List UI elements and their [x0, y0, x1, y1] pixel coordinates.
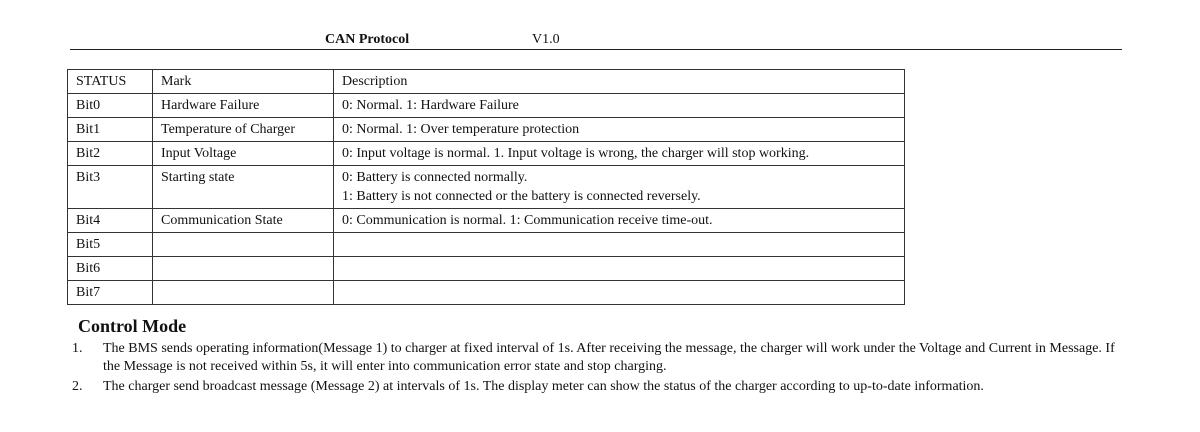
status-cell: Bit7 — [68, 281, 153, 305]
status-cell: Bit2 — [68, 142, 153, 166]
mark-cell: Temperature of Charger — [153, 118, 334, 142]
status-cell: Bit0 — [68, 94, 153, 118]
description-cell — [334, 281, 905, 305]
list-item — [70, 340, 1130, 376]
column-header-mark: Mark — [153, 70, 334, 94]
description-line: 1: Battery is not connected or the battery is connected reversely. — [342, 189, 701, 204]
table-row — [68, 118, 905, 142]
table-row — [68, 233, 905, 257]
list-item-number: 1. — [72, 341, 83, 356]
status-bit-table — [67, 69, 905, 305]
status-cell: Bit1 — [68, 118, 153, 142]
table-row — [68, 281, 905, 305]
table-row — [68, 94, 905, 118]
mark-cell: Input Voltage — [153, 142, 334, 166]
description-cell: 0: Normal. 1: Over temperature protection — [334, 118, 905, 142]
list-item-text: The BMS sends operating information(Message 1) to charger at fixed interval of 1s. After receiving the message, the charger will work under the Voltage and Current in Message. If the Message is not received within 5s, it will enter into communication error state and stop charging. — [103, 341, 1115, 374]
section-heading-control-mode: Control Mode — [78, 316, 187, 336]
table-row — [68, 166, 905, 209]
status-cell: Bit6 — [68, 257, 153, 281]
description-cell: 0: Communication is normal. 1: Communication receive time-out. — [334, 209, 905, 233]
control-mode-list — [70, 340, 1130, 398]
description-line: 0: Battery is connected normally. — [342, 170, 528, 185]
mark-cell — [153, 257, 334, 281]
list-item-number: 2. — [72, 379, 83, 394]
description-cell: 0: Input voltage is normal. 1. Input voltage is wrong, the charger will stop working. — [334, 142, 905, 166]
column-header-status: STATUS — [68, 70, 153, 94]
document-header — [70, 30, 1122, 50]
list-item-text: The charger send broadcast message (Message 2) at intervals of 1s. The display meter can show the status of the charger according to up-to-date information. — [103, 379, 984, 394]
table-row — [68, 209, 905, 233]
mark-cell: Communication State — [153, 209, 334, 233]
document-title: CAN Protocol — [325, 32, 410, 47]
description-cell — [334, 257, 905, 281]
mark-cell — [153, 233, 334, 257]
column-header-description: Description — [334, 70, 905, 94]
table-row — [68, 257, 905, 281]
description-cell — [334, 233, 905, 257]
status-cell: Bit3 — [68, 166, 153, 209]
status-cell: Bit5 — [68, 233, 153, 257]
mark-cell: Starting state — [153, 166, 334, 209]
description-cell — [334, 166, 905, 209]
mark-cell — [153, 281, 334, 305]
list-item — [70, 378, 1130, 396]
table-row — [68, 142, 905, 166]
table-header-row — [68, 70, 905, 94]
document-version: V1.0 — [532, 32, 560, 47]
mark-cell: Hardware Failure — [153, 94, 334, 118]
description-cell: 0: Normal. 1: Hardware Failure — [334, 94, 905, 118]
status-cell: Bit4 — [68, 209, 153, 233]
